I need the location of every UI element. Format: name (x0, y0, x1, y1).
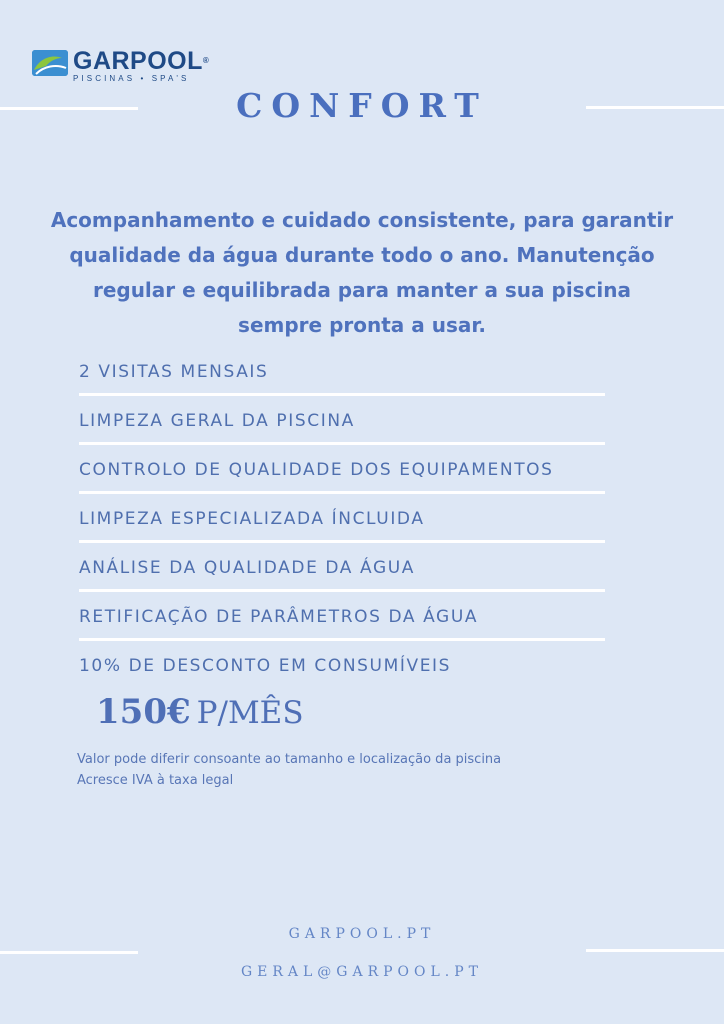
feature-label: RETIFICAÇÃO DE PARÂMETROS DA ÁGUA (79, 607, 479, 627)
dolphin-icon (32, 50, 68, 76)
feature-label: LIMPEZA GERAL DA PISCINA (79, 411, 355, 431)
divider (79, 491, 605, 494)
bottom-left-rule (0, 951, 138, 954)
bottom-right-rule (586, 949, 724, 952)
divider (79, 393, 605, 396)
brand-logo (32, 47, 210, 83)
feature-label: ANÁLISE DA QUALIDADE DA ÁGUA (79, 558, 416, 578)
feature-label: 10% DE DESCONTO EM CONSUMÍVEIS (79, 656, 452, 676)
price-amount: 150€ (96, 692, 191, 732)
divider (79, 540, 605, 543)
price-notes (77, 749, 501, 791)
price-period: P/MÊS (196, 695, 304, 731)
divider (79, 638, 605, 641)
divider (79, 589, 605, 592)
list-item (79, 601, 609, 650)
list-item (79, 454, 609, 503)
brand-tagline: PISCINAS • SPA'S (73, 74, 190, 83)
feature-list (79, 356, 609, 699)
feature-label: 2 VISITAS MENSAIS (79, 362, 269, 382)
website-link[interactable]: GARPOOL.PT (288, 926, 436, 942)
list-item (79, 552, 609, 601)
registered-mark: ® (202, 56, 210, 65)
plan-description: Acompanhamento e cuidado consistente, para garantir qualidade da água durante todo o ano. Manutenção regular e equilibrada para manter a sua piscina sempre pronta a usar. (50, 208, 674, 337)
list-item (79, 356, 609, 405)
list-item (79, 503, 609, 552)
brand-name: GARPOOL® (73, 47, 210, 75)
note-vat: Acresce IVA à taxa legal (77, 773, 234, 788)
price (96, 692, 304, 732)
list-item (79, 405, 609, 454)
feature-label: CONTROLO DE QUALIDADE DOS EQUIPAMENTOS (79, 460, 554, 480)
note-size: Valor pode diferir consoante ao tamanho e localização da piscina (77, 752, 502, 767)
divider (79, 442, 605, 445)
email-link[interactable]: GERAL@GARPOOL.PT (240, 964, 484, 980)
plan-title: CONFORT (236, 86, 488, 125)
feature-label: LIMPEZA ESPECIALIZADA ÍNCLUIDA (79, 509, 425, 529)
